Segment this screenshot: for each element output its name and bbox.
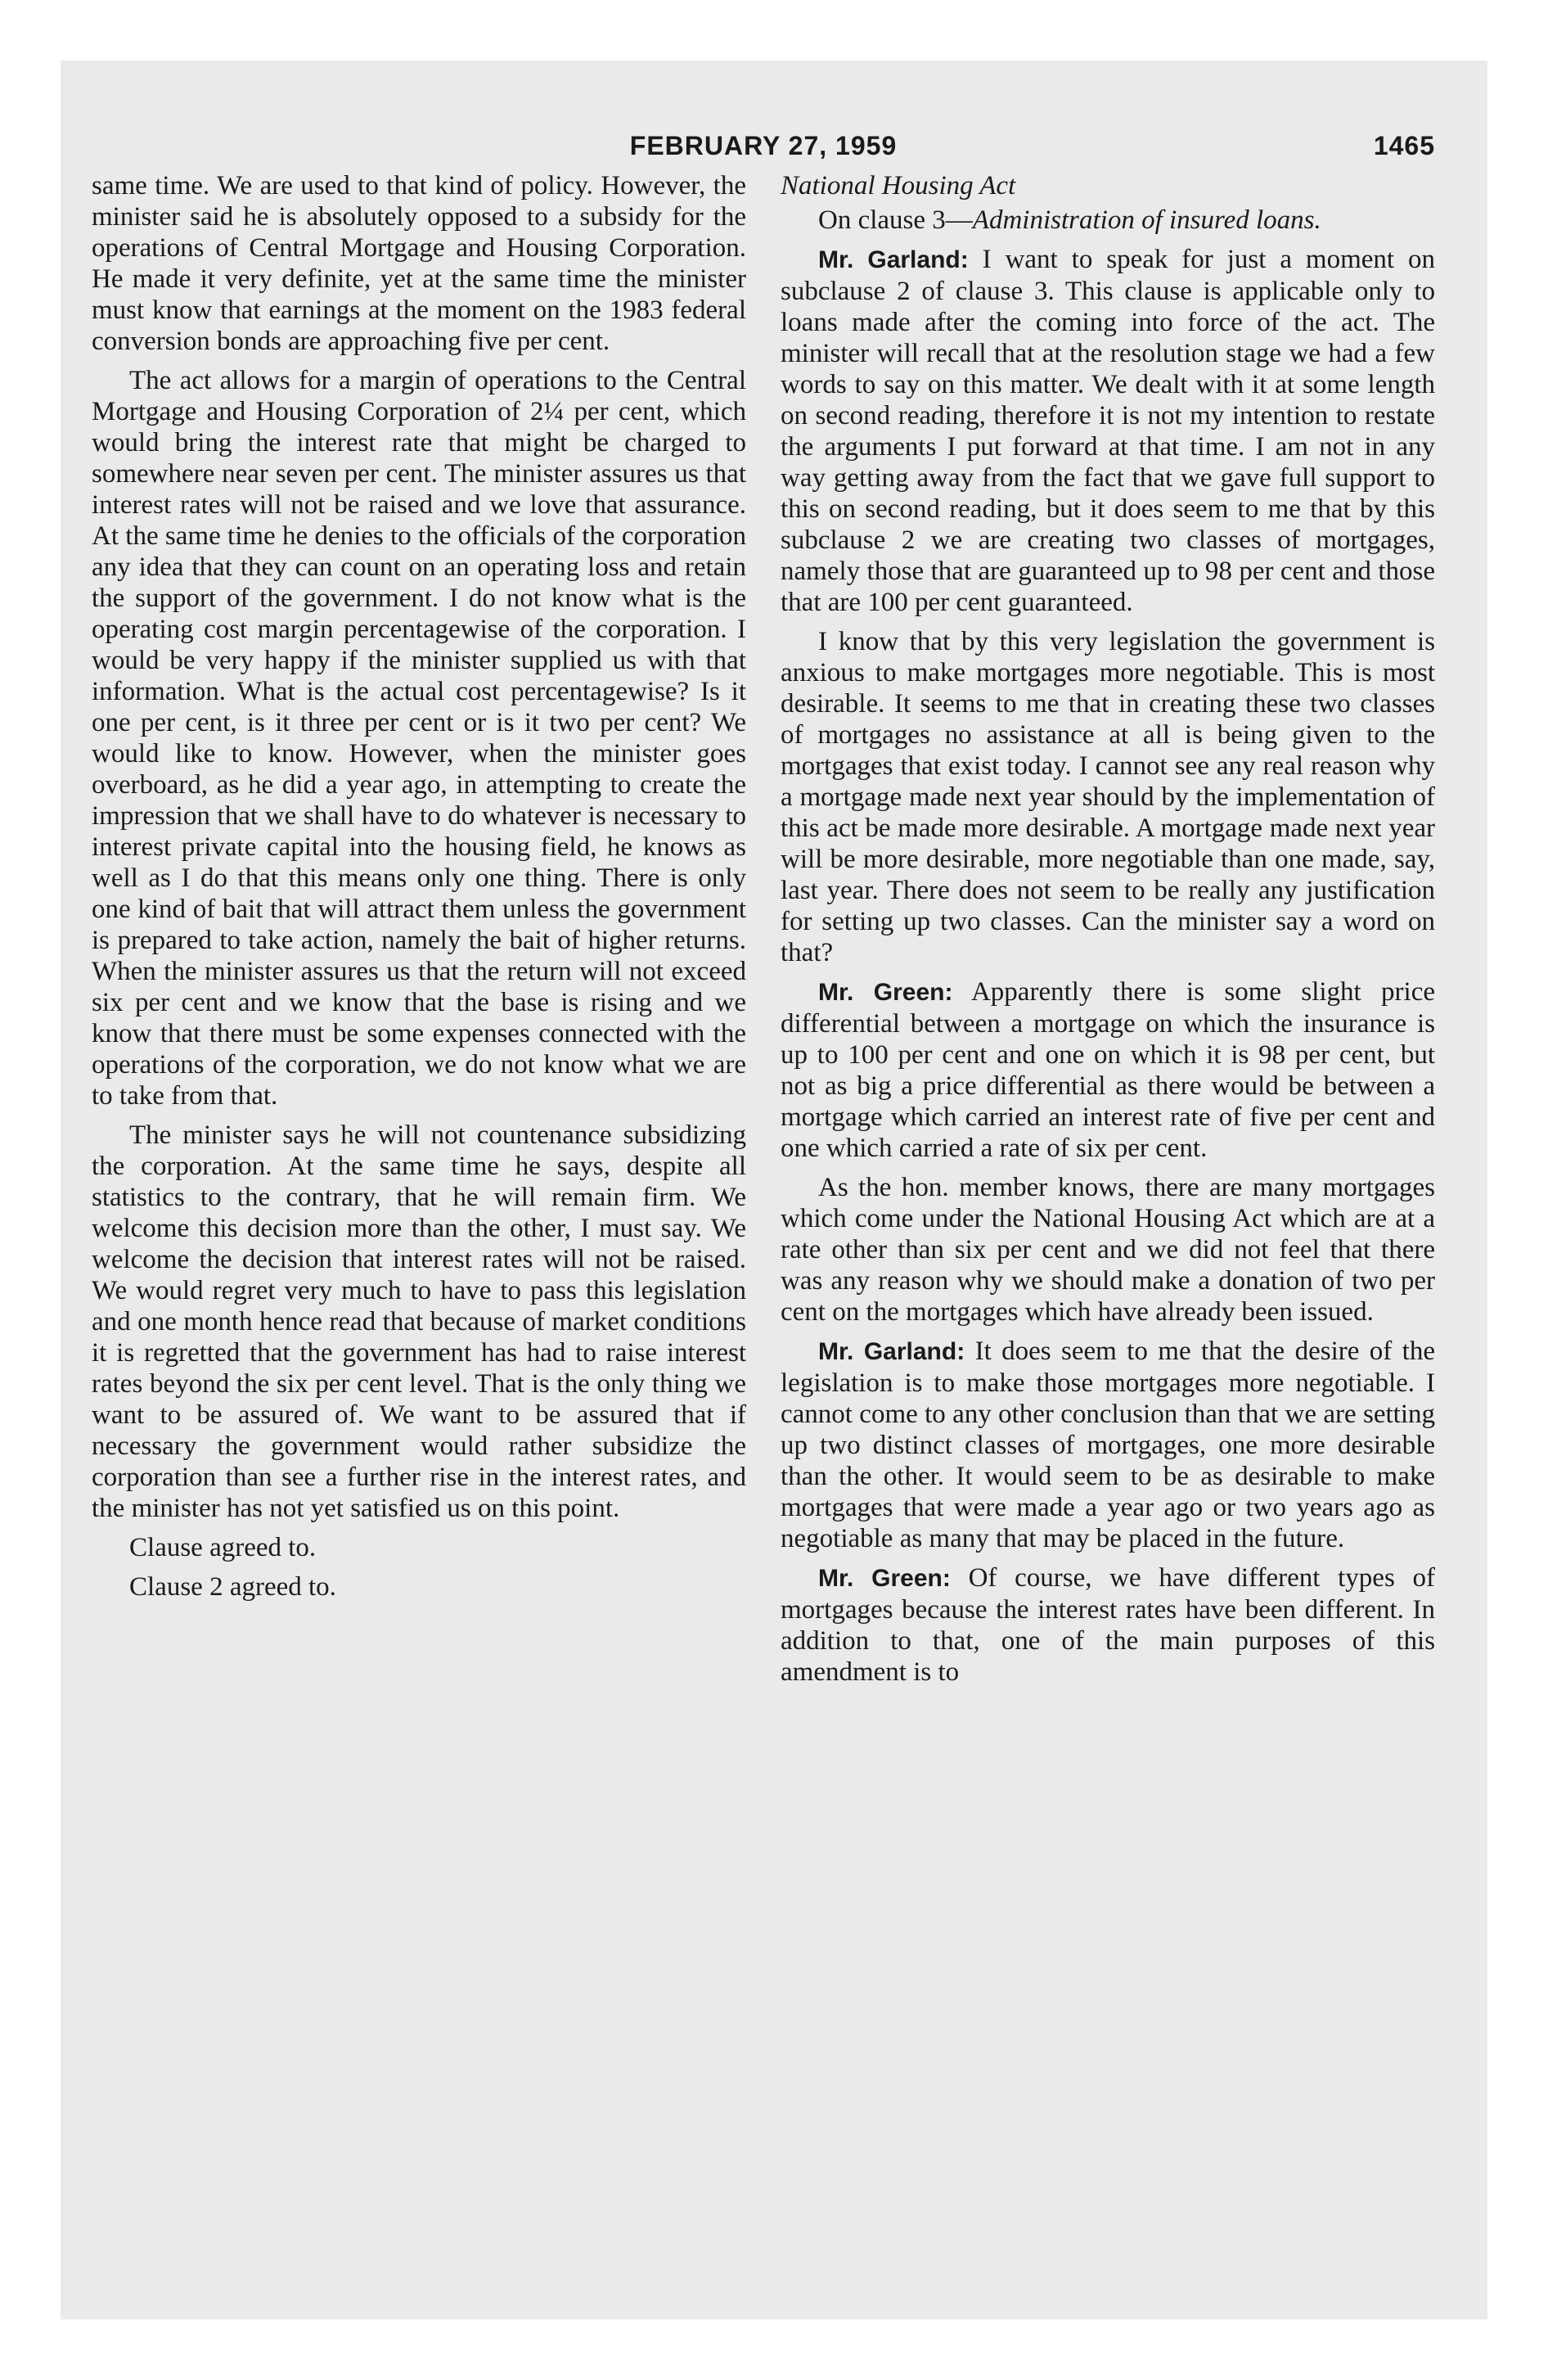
speech-paragraph xyxy=(781,1562,1435,1688)
page-header xyxy=(92,131,1435,170)
speaker-name: Mr. Garland: xyxy=(818,246,969,273)
hansard-page xyxy=(92,131,1435,2210)
clause-intro: On clause 3— xyxy=(818,205,973,235)
header-date: FEBRUARY 27, 1959 xyxy=(629,131,898,160)
left-column xyxy=(92,170,746,1611)
paragraph: The act allows for a margin of operations to the Central Mortgage and Housing Corporation of 2¼ per cent, which would bring the interest rate that might be charged to somewhere near seven per cent. The minister assures us that interest rates will not be raised and we love that assurance. At the same time he denies to the officials of the corporation any idea that they can count on an operating loss and retain the support of the government. I do not know what is the operating cost margin percentagewise of the corporation. I would be very happy if the minister supplied us with that information. What is the actual cost percentagewise? Is it one per cent, is it three per cent or is it two per cent? We would like to know. However, when the minister goes overboard, as he did a year ago, in attempting to create the impression that we shall have to do whatever is necessary to interest private capital into the housing field, he knows as well as I do that this means only one thing. There is only one kind of bait that will attract them unless the government is prepared to take action, namely the bait of higher returns. When the minister assures us that the return will not exceed six per cent and we know that the base is rising and we know that there must be some expenses connected with the operations of the corporation, we do not know what we are to take from that. xyxy=(92,366,746,1111)
paragraph: As the hon. member knows, there are many mortgages which come under the National Housing Act which are at a rate other than six per cent and we did not feel that there was any reason why we should make a donation of two per cent on the mortgages which have already been issued. xyxy=(781,1173,1435,1327)
right-column xyxy=(781,170,1435,1696)
speech-text: I want to speak for just a moment on subclause 2 of clause 3. This clause is applicable only to loans made after the coming into force of the act. The minister will recall that at the resolution stage we had a few words to say on this matter. We dealt with it at some length on second reading, therefore it is not my intention to restate the arguments I put forward at that time. I am not in any way getting away from the fact that we gave full support to this on second reading, but it does seem to me that by this subclause 2 we are creating two classes of mortgages, namely those that are guaranteed up to 98 per cent and those that are 100 per cent guaranteed. xyxy=(781,245,1435,617)
paragraph: same time. We are used to that kind of policy. However, the minister said he is absolutely opposed to a subsidy for the operations of Central Mortgage and Housing Corporation. He made it very definite, yet at the same time the minister must know that earnings at the moment on the 1983 federal conversion bonds are approaching five per cent. xyxy=(92,171,746,356)
clause-agreed-note: Clause 2 agreed to. xyxy=(129,1572,336,1602)
paragraph: I know that by this very legislation the government is anxious to make mortgages more negotiable. This is most desirable. It seems to me that in creating these two classes of mortgages no assistance at all is being given to the mortgages that exist today. I cannot see any real reason why a mortgage made next year should by the implementation of this act be made more desirable. A mortgage made next year will be more desirable, more negotiable than one made, say, last year. There does not seem to be really any justification for setting up two classes. Can the minister say a word on that? xyxy=(781,627,1435,967)
speaker-name: Mr. Green: xyxy=(818,1565,951,1592)
speaker-name: Mr. Garland: xyxy=(818,1338,965,1365)
paragraph: The minister says he will not countenance subsidizing the corporation. At the same time he says, despite all statistics to the contrary, that he will remain firm. We welcome this decision more than the other, I must say. We welcome the decision that interest rates will not be raised. We would regret very much to have to pass this legislation and one month hence read that because of market conditions it is regretted that the government has had to raise interest rates beyond the six per cent level. That is the only thing we want to be assured of. We want to be assured that if necessary the government would rather subsidize the corporation than see a further rise in the interest rates, and the minister has not yet satisfied us on this point. xyxy=(92,1120,746,1523)
speech-text: Apparently there is some slight price differential between a mortgage on which the insurance is up to 100 per cent and one on which it is 98 per cent, but not as big a price differential as there would be between a mortgage which carried an interest rate of five per cent and one which carried a rate of six per cent. xyxy=(781,977,1436,1163)
speaker-name: Mr. Green: xyxy=(818,979,953,1006)
clause-agreed-note: Clause agreed to. xyxy=(129,1533,317,1562)
speech-text: It does seem to me that the desire of the legislation is to make those mortgages more negotiable. I cannot come to any other conclusion than that we are setting up two distinct classes of mortgages, one more desirable than the other. It would seem to be as desirable to make mortgages that were made a year ago or two years ago as negotiable as many that may be placed in the future. xyxy=(781,1336,1435,1553)
clause-title: Administration of insured loans. xyxy=(972,205,1321,235)
running-head: National Housing Act xyxy=(781,171,1016,201)
speech-text: Of course, we have different types of mortgages because the interest rates have been different. In addition to that, one of the main purposes of this amendment is to xyxy=(781,1563,1435,1687)
speech-paragraph xyxy=(781,244,1435,618)
speech-paragraph xyxy=(781,1336,1435,1554)
clause-heading xyxy=(781,205,1435,236)
page-number: 1465 xyxy=(1373,131,1435,160)
speech-paragraph xyxy=(781,976,1435,1164)
